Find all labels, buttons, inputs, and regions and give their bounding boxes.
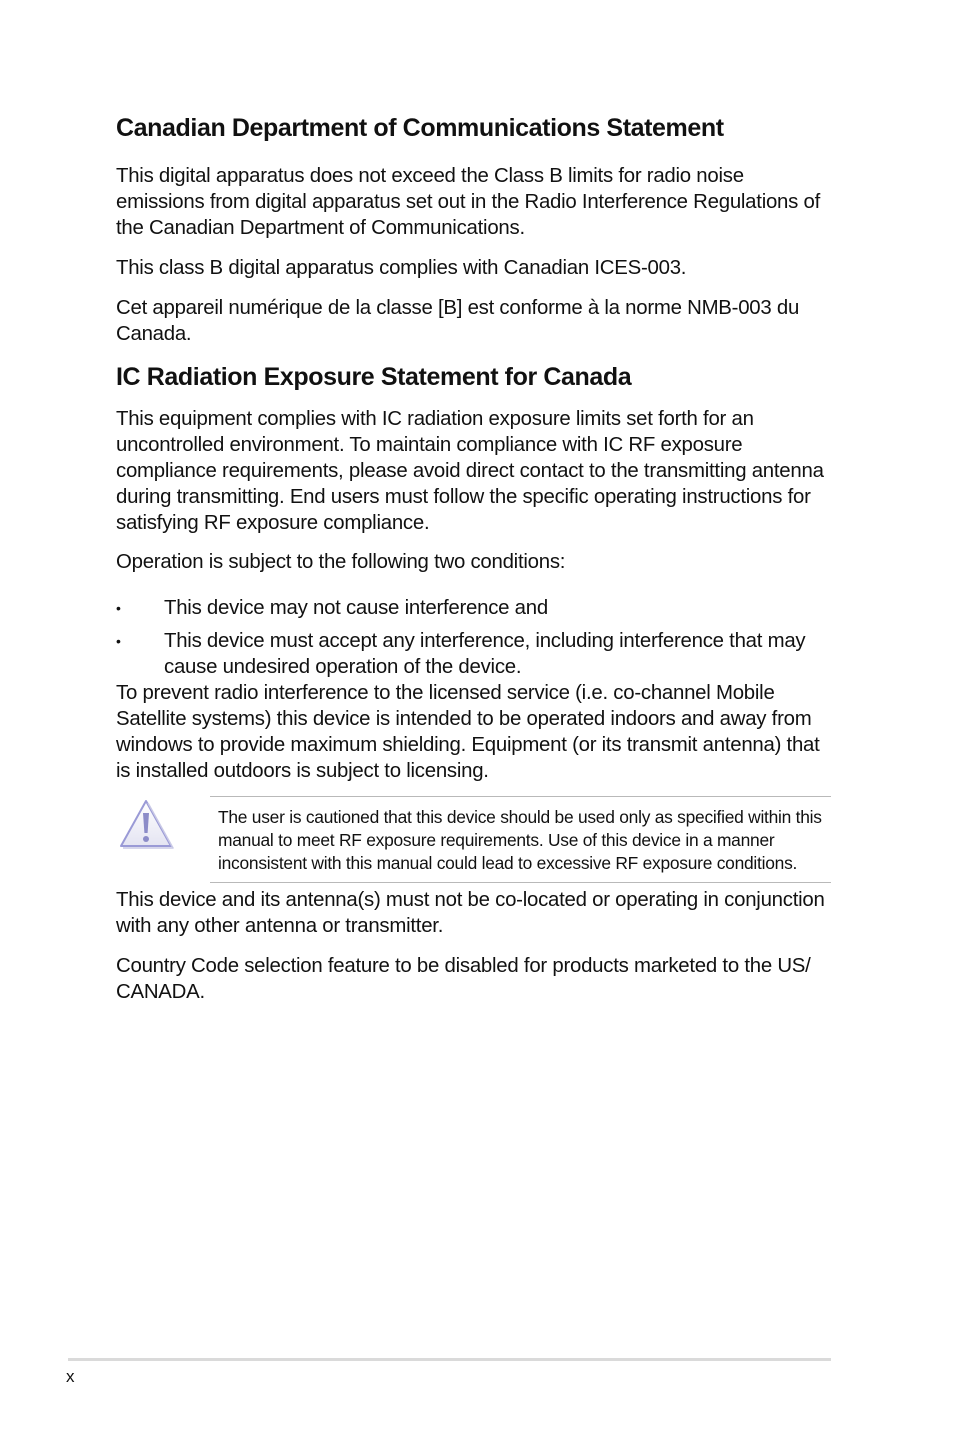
section-heading-canadian-doc: Canadian Department of Communications Statement [116,114,724,142]
bullet-marker: • [116,633,121,649]
list-item-text: This device may not cause interference and [164,597,548,619]
caution-note [116,796,832,882]
page-number: x [66,1367,75,1386]
list-item [116,595,832,621]
paragraph-ices-003: This class B digital apparatus complies with Canadian ICES-003. [116,257,687,279]
paragraph-ic-exposure-limits: This equipment complies with IC radiation exposure limits set forth for an uncontrolled environment. To maintain compliance with IC RF exposure compliance requirements, please avoid direct contact to the transmitting antenna during transmitting. End users must follow the specific operating instructions for satisfying RF exposure compliance. [116,408,824,534]
caution-box [210,796,831,883]
list-item-text: This device must accept any interference, including interference that may cause undesired operation of the device. [164,630,806,678]
paragraph-conditions-intro: Operation is subject to the following two conditions: [116,551,566,573]
list-item [116,628,832,680]
warning-triangle-icon [118,798,174,850]
paragraph-country-code: Country Code selection feature to be disabled for products marketed to the US/ CANADA. [116,955,811,1003]
paragraph-nmb-003-french: Cet appareil numérique de la classe [B] est conforme à la norme NMB-003 du Canada. [116,297,800,345]
paragraph-co-location: This device and its antenna(s) must not be co-located or operating in conjunction with any other antenna or transmitter. [116,889,825,937]
bullet-marker: • [116,600,121,616]
caution-text: The user is cautioned that this device should be used only as specified within this manual to meet RF exposure requirements. Use of this device in a manner inconsistent with this manual could lead to excessive RF exposure conditions. [218,807,822,873]
paragraph-radio-interference: To prevent radio interference to the licensed service (i.e. co-channel Mobile Satellite systems) this device is intended to be operated indoors and away from windows to provide maximum shielding. Equipment (or its transmit antenna) that is installed outdoors is subject to licensing. [116,682,820,782]
conditions-list [116,595,832,680]
paragraph-class-b-limits: This digital apparatus does not exceed the Class B limits for radio noise emissions from digital apparatus set out in the Radio Interference Regulations of the Canadian Department of Communications. [116,165,821,239]
section-heading-ic-radiation: IC Radiation Exposure Statement for Canada [116,363,632,391]
footer-divider [68,1358,831,1361]
